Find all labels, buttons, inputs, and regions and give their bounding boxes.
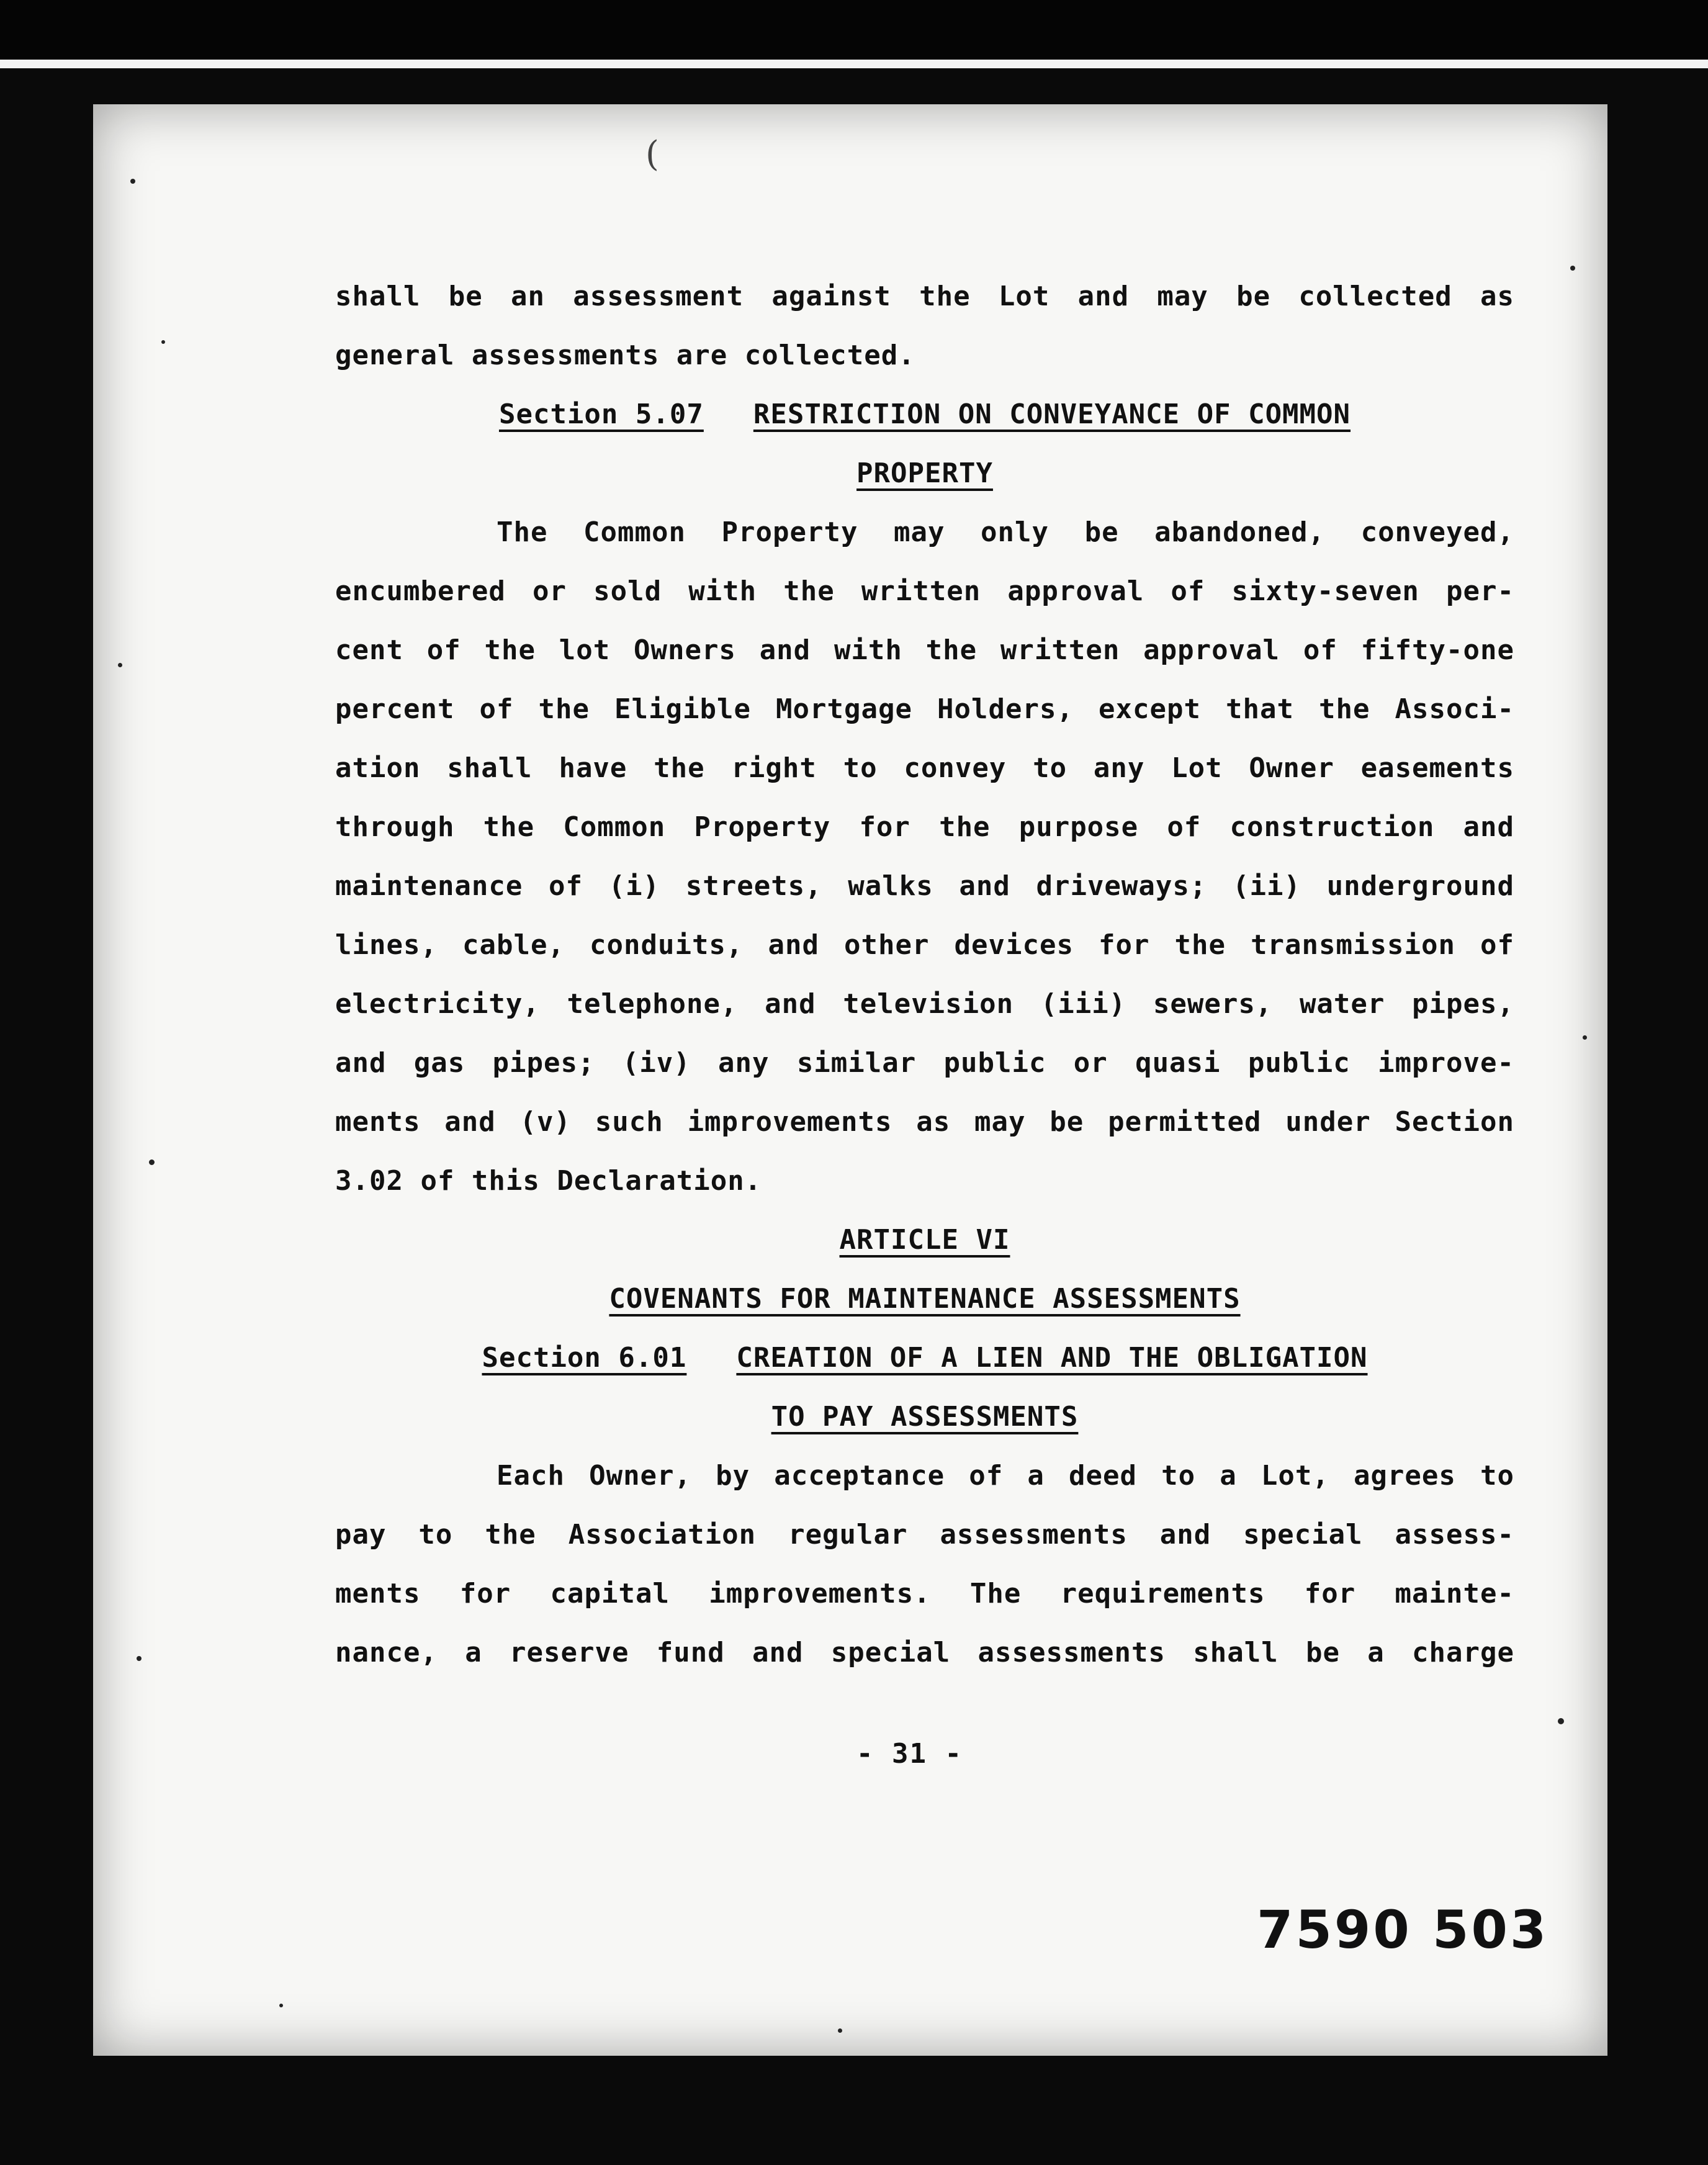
body-line: cent of the lot Owners and with the written approval of fifty-one (335, 634, 1514, 666)
body-line: encumbered or sold with the written approval of sixty-seven per- (335, 575, 1514, 607)
page-number: - 31 - (856, 1738, 963, 1770)
section-number: Section 5.07 (498, 398, 704, 430)
article-subheading (335, 1269, 1514, 1328)
scan-speck (279, 2004, 283, 2007)
scan-speck (130, 179, 135, 184)
scan-speck (137, 1656, 142, 1661)
section-507-heading-continued (335, 444, 1514, 503)
section-title: TO PAY ASSESSMENTS (771, 1401, 1079, 1433)
scan-speck (118, 663, 122, 667)
article-subtitle: COVENANTS FOR MAINTENANCE ASSESSMENTS (609, 1283, 1241, 1315)
body-line: ments and (v) such improvements as may be permitted under Section (335, 1106, 1514, 1138)
body-line: and gas pipes; (iv) any similar public or quasi public improve- (335, 1047, 1514, 1079)
scan-speck (1583, 1035, 1587, 1040)
body-line: ation shall have the right to convey to any Lot Owner easements (335, 752, 1514, 784)
scan-speck (1570, 266, 1575, 271)
section-601-heading-continued (335, 1387, 1514, 1446)
top-margin-mark: ( (645, 134, 659, 174)
scan-speck (838, 2028, 842, 2033)
section-number: Section 6.01 (482, 1342, 687, 1374)
body-line: Each Owner, by acceptance of a deed to a Lot, agrees to (497, 1460, 1514, 1492)
body-line: nance, a reserve fund and special assessments shall be a charge (335, 1637, 1514, 1668)
section-title: PROPERTY (856, 457, 993, 489)
body-line: shall be an assessment against the Lot and may be collected as (335, 281, 1514, 312)
body-line: The Common Property may only be abandoned, conveyed, (497, 516, 1514, 548)
scan-top-line (0, 60, 1708, 68)
body-line: 3.02 of this Declaration. (335, 1165, 762, 1197)
body-line: maintenance of (i) streets, walks and driveways; (ii) underground (335, 870, 1514, 902)
body-line: pay to the Association regular assessments and special assess- (335, 1519, 1514, 1551)
scan-speck (161, 340, 165, 344)
article-title: ARTICLE VI (839, 1224, 1010, 1256)
section-title: RESTRICTION ON CONVEYANCE OF COMMON (753, 398, 1351, 430)
body-line: lines, cable, conduits, and other devices for the transmission of (335, 929, 1514, 961)
section-601-heading (335, 1328, 1514, 1387)
body-line: ments for capital improvements. The requirements for mainte- (335, 1578, 1514, 1609)
section-507-heading (335, 385, 1514, 444)
body-line: electricity, telephone, and television (iii) sewers, water pipes, (335, 988, 1514, 1020)
body-line: through the Common Property for the purpose of construction and (335, 811, 1514, 843)
article-heading (335, 1210, 1514, 1269)
document-body (335, 267, 1514, 1682)
section-title: CREATION OF A LIEN AND THE OBLIGATION (736, 1342, 1368, 1374)
book-page-stamp: 7590 503 (1257, 1899, 1549, 1960)
scan-speck (1558, 1718, 1564, 1724)
body-line: general assessments are collected. (335, 340, 915, 371)
body-line: percent of the Eligible Mortgage Holders, except that the Associ- (335, 693, 1514, 725)
scan-speck (149, 1159, 155, 1165)
scan-top-border (0, 0, 1708, 60)
